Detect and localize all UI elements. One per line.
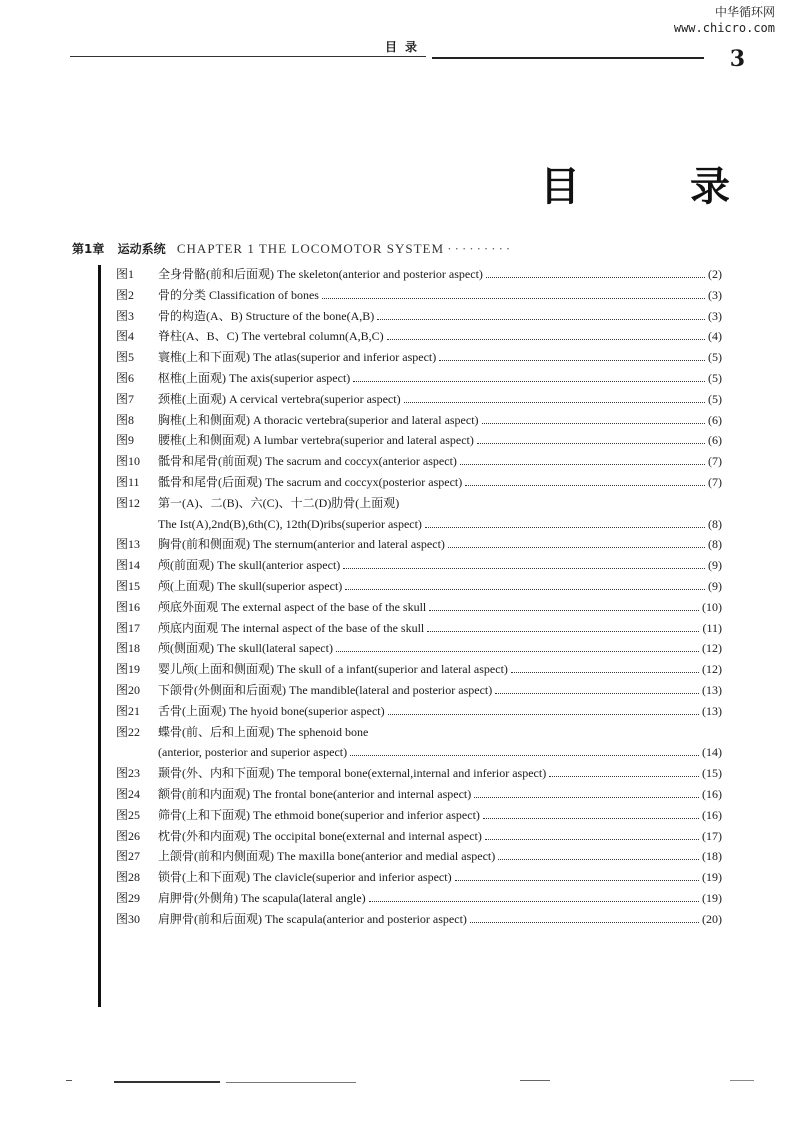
toc-entry[interactable]	[116, 701, 722, 722]
figure-number: 图2	[116, 287, 135, 302]
figure-number: 图25	[116, 807, 141, 822]
entry-title: 寰椎(上和下面观) The atlas(superior and inferior aspect)	[158, 350, 437, 365]
figure-number: 图16	[116, 599, 141, 614]
entry-line	[158, 826, 722, 847]
figure-number: 图28	[116, 870, 141, 885]
entry-page: (7)	[708, 454, 722, 469]
entry-title: 肩胛骨(前和后面观) The scapula(anterior and posterior aspect)	[158, 911, 467, 926]
dot-leader	[482, 412, 705, 424]
entry-line	[158, 389, 722, 410]
site-watermark	[674, 4, 775, 36]
entry-line	[158, 742, 722, 763]
dot-leader	[498, 848, 699, 860]
footer-mark	[520, 1080, 550, 1081]
dot-leader	[345, 578, 705, 590]
entry-page: (19)	[702, 870, 722, 885]
entry-title: 肩胛骨(外侧角) The scapula(lateral angle)	[158, 890, 366, 905]
entry-line	[158, 909, 722, 930]
toc-entry[interactable]	[116, 347, 722, 368]
entry-page: (5)	[708, 370, 722, 385]
page-title	[540, 155, 730, 212]
figure-number: 图6	[116, 370, 135, 385]
entry-page: (20)	[702, 911, 722, 926]
chapter-leader: ·········	[447, 241, 514, 256]
running-head: 目录	[385, 40, 426, 54]
entry-page: (12)	[702, 641, 722, 656]
figure-number: 图5	[116, 350, 135, 365]
footer-mark	[66, 1080, 72, 1081]
toc-entry[interactable]	[116, 680, 722, 701]
toc-entry[interactable]	[116, 618, 722, 639]
entry-line	[158, 493, 722, 514]
entry-line	[158, 555, 722, 576]
entry-line	[158, 368, 722, 389]
figure-number: 图21	[116, 703, 141, 718]
toc-list	[116, 264, 722, 930]
figure-number: 图1	[116, 267, 135, 281]
entry-title-continued: The Ist(A),2nd(B),6th(C), 12th(D)ribs(superior aspect)	[158, 516, 422, 531]
entry-line	[158, 867, 722, 888]
figure-number: 图23	[116, 766, 141, 781]
entry-page: (4)	[708, 329, 722, 344]
entry-title: 额骨(前和内面观) The frontal bone(anterior and internal aspect)	[158, 786, 472, 801]
toc-entry[interactable]	[116, 410, 722, 431]
entry-page: (9)	[708, 558, 722, 573]
entry-title: 蝶骨(前、后和上面观) The sphenoid bone	[158, 724, 369, 739]
dot-leader	[448, 536, 705, 548]
watermark-name: 中华循环网	[714, 5, 775, 19]
dot-leader	[439, 349, 705, 361]
entry-page: (14)	[702, 745, 722, 760]
entry-line	[158, 597, 722, 618]
dot-leader	[511, 661, 699, 673]
entry-page: (18)	[702, 849, 722, 864]
entry-title: 第一(A)、二(B)、六(C)、十二(D)肋骨(上面观)	[158, 495, 400, 510]
entry-page: (2)	[708, 267, 722, 281]
figure-number: 图14	[116, 558, 141, 573]
entry-title: 颅底内面观 The internal aspect of the base of the skull	[158, 620, 425, 635]
toc-entry[interactable]	[116, 846, 722, 867]
footer-mark	[730, 1080, 754, 1081]
entry-page: (12)	[702, 662, 722, 677]
footer-rule	[114, 1081, 220, 1083]
entry-page: (6)	[708, 433, 722, 448]
toc-entry[interactable]	[116, 659, 722, 680]
dot-leader	[336, 640, 699, 652]
entry-title: 枢椎(上面观) The axis(superior aspect)	[158, 370, 351, 385]
entry-line	[158, 306, 722, 327]
entry-line	[158, 680, 722, 701]
entry-page: (8)	[708, 537, 722, 552]
page-number: 3	[729, 46, 745, 72]
entry-line	[158, 264, 722, 285]
figure-number: 图17	[116, 620, 141, 635]
entry-title: 筛骨(上和下面观) The ethmoid bone(superior and inferior aspect)	[158, 807, 480, 822]
figure-number: 图10	[116, 454, 141, 469]
toc-entry[interactable]	[116, 805, 722, 826]
entry-line	[158, 576, 722, 597]
dot-leader	[474, 786, 699, 798]
dot-leader	[377, 308, 705, 320]
toc-entry[interactable]	[116, 306, 722, 327]
entry-page: (15)	[702, 766, 722, 781]
entry-title: 婴儿颅(上面和侧面观) The skull of a infant(superior and lateral aspect)	[158, 662, 508, 677]
footer-rule-thin	[226, 1082, 356, 1083]
chapter-heading[interactable]	[72, 240, 513, 257]
toc-entry[interactable]	[116, 576, 722, 597]
toc-entry[interactable]	[116, 826, 722, 847]
dot-leader	[549, 765, 699, 777]
entry-page: (16)	[702, 807, 722, 822]
figure-number: 图11	[116, 474, 140, 489]
entry-title: 上颌骨(前和内侧面观) The maxilla bone(anterior and medial aspect)	[158, 849, 496, 864]
entry-line	[158, 763, 722, 784]
dot-leader	[483, 807, 699, 819]
entry-line	[158, 451, 722, 472]
entry-title: 骨的构造(A、B) Structure of the bone(A,B)	[158, 308, 375, 323]
entry-page: (3)	[708, 308, 722, 323]
entry-page: (19)	[702, 890, 722, 905]
entry-page: (13)	[702, 703, 722, 718]
toc-entry[interactable]	[116, 722, 722, 743]
entry-page: (6)	[708, 412, 722, 427]
toc-entry[interactable]	[116, 368, 722, 389]
entry-page: (9)	[708, 578, 722, 593]
chapter-bar	[98, 265, 101, 1007]
dot-leader	[353, 370, 705, 382]
toc-entry[interactable]	[116, 555, 722, 576]
entry-line	[158, 347, 722, 368]
entry-title: 颅(前面观) The skull(anterior aspect)	[158, 558, 341, 573]
entry-page: (13)	[702, 682, 722, 697]
toc-entry[interactable]	[116, 326, 722, 347]
entry-title: 骶骨和尾骨(后面观) The sacrum and coccyx(posterior aspect)	[158, 474, 463, 489]
entry-title: 脊柱(A、B、C) The vertebral column(A,B,C)	[158, 329, 384, 344]
entry-line	[158, 514, 722, 535]
entry-title: 锁骨(上和下面观) The clavicle(superior and inferior aspect)	[158, 870, 452, 885]
entry-title: 颅(侧面观) The skull(lateral sapect)	[158, 641, 333, 656]
entry-line	[158, 722, 722, 743]
dot-leader	[495, 682, 699, 694]
entry-page: (16)	[702, 786, 722, 801]
page-title-char-1: 目	[540, 164, 580, 210]
dot-leader	[388, 703, 699, 715]
entry-line	[158, 285, 722, 306]
figure-number: 图8	[116, 412, 135, 427]
entry-line	[158, 888, 722, 909]
toc-entry[interactable]	[116, 763, 722, 784]
toc-entry[interactable]	[116, 389, 722, 410]
entry-page: (7)	[708, 474, 722, 489]
entry-line	[158, 534, 722, 555]
dot-leader	[486, 266, 705, 278]
toc-entry[interactable]	[116, 867, 722, 888]
entry-page: (5)	[708, 350, 722, 365]
entry-line	[158, 784, 722, 805]
entry-page: (10)	[702, 599, 722, 614]
toc-entry[interactable]	[116, 430, 722, 451]
chapter-number: 第1章	[72, 242, 105, 256]
figure-number: 图27	[116, 849, 141, 864]
toc-entry[interactable]	[116, 784, 722, 805]
chapter-title-cn: 运动系统	[117, 242, 166, 256]
entry-title: 全身骨骼(前和后面观) The skeleton(anterior and posterior aspect)	[158, 267, 483, 281]
figure-number: 图15	[116, 578, 141, 593]
entry-title-continued: (anterior, posterior and superior aspect)	[158, 745, 348, 760]
chapter-title-en: CHAPTER 1 THE LOCOMOTOR SYSTEM	[176, 241, 445, 256]
figure-number: 图9	[116, 433, 135, 448]
entry-title: 颅(上面观) The skull(superior aspect)	[158, 578, 343, 593]
entry-title: 骶骨和尾骨(前面观) The sacrum and coccyx(anterior aspect)	[158, 454, 457, 469]
toc-entry[interactable]	[116, 264, 722, 285]
figure-number: 图12	[116, 495, 141, 510]
dot-leader	[350, 744, 699, 756]
dot-leader	[343, 557, 705, 569]
toc-entry[interactable]	[116, 534, 722, 555]
entry-title: 颞骨(外、内和下面观) The temporal bone(external,internal and inferior aspect)	[158, 766, 547, 781]
dot-leader	[460, 453, 705, 465]
toc-entry[interactable]	[116, 888, 722, 909]
dot-leader	[465, 474, 705, 486]
toc-entry-continuation[interactable]	[116, 742, 722, 763]
dot-leader	[485, 828, 699, 840]
entry-line	[158, 326, 722, 347]
toc-entry[interactable]	[116, 285, 722, 306]
entry-title: 下颌骨(外侧面和后面观) The mandible(lateral and posterior aspect)	[158, 682, 493, 697]
toc-entry[interactable]	[116, 597, 722, 618]
figure-number: 图20	[116, 682, 141, 697]
figure-number: 图4	[116, 329, 135, 344]
toc-entry[interactable]	[116, 451, 722, 472]
entry-page: (11)	[702, 620, 722, 635]
toc-entry[interactable]	[116, 909, 722, 930]
figure-number: 图18	[116, 641, 141, 656]
entry-line	[158, 659, 722, 680]
page-title-char-2: 录	[690, 164, 730, 210]
entry-page: (3)	[708, 287, 722, 302]
entry-line	[158, 701, 722, 722]
toc-entry-continuation[interactable]	[116, 514, 722, 535]
figure-number: 图22	[116, 724, 141, 739]
entry-title: 腰椎(上和侧面观) A lumbar vertebra(superior and lateral aspect)	[158, 433, 474, 448]
figure-number: 图3	[116, 308, 135, 323]
entry-line	[158, 638, 722, 659]
entry-page: (17)	[702, 828, 722, 843]
header-rule-right	[432, 57, 704, 59]
entry-title: 胸骨(前和侧面观) The sternum(anterior and lateral aspect)	[158, 537, 445, 552]
figure-number: 图7	[116, 391, 135, 406]
toc-entry[interactable]	[116, 493, 722, 514]
entry-line	[158, 410, 722, 431]
toc-entry[interactable]	[116, 472, 722, 493]
dot-leader	[387, 328, 705, 340]
entry-line	[158, 805, 722, 826]
entry-title: 颅底外面观 The external aspect of the base of the skull	[158, 599, 427, 614]
figure-number: 图24	[116, 786, 141, 801]
entry-title: 舌骨(上面观) The hyoid bone(superior aspect)	[158, 703, 385, 718]
figure-number: 图29	[116, 890, 141, 905]
dot-leader	[425, 516, 705, 528]
entry-line	[158, 430, 722, 451]
entry-page: (5)	[708, 391, 722, 406]
dot-leader	[477, 432, 705, 444]
dot-leader	[369, 890, 699, 902]
dot-leader	[427, 620, 699, 632]
dot-leader	[322, 287, 705, 299]
figure-number: 图30	[116, 911, 141, 926]
toc-entry[interactable]	[116, 638, 722, 659]
dot-leader	[470, 911, 699, 923]
entry-title: 颈椎(上面观) A cervical vertebra(superior aspect)	[158, 391, 401, 406]
figure-number: 图26	[116, 828, 141, 843]
entry-title: 骨的分类 Classification of bones	[158, 287, 319, 302]
dot-leader	[429, 599, 699, 611]
entry-page: (8)	[708, 516, 722, 531]
entry-line	[158, 846, 722, 867]
dot-leader	[455, 869, 699, 881]
figure-number: 图13	[116, 537, 141, 552]
figure-number: 图19	[116, 662, 141, 677]
entry-line	[158, 618, 722, 639]
entry-title: 枕骨(外和内面观) The occipital bone(external and internal aspect)	[158, 828, 482, 843]
entry-line	[158, 472, 722, 493]
dot-leader	[404, 391, 705, 403]
watermark-url: www.chicro.com	[673, 21, 775, 35]
header-rule-left	[70, 56, 426, 57]
entry-title: 胸椎(上和侧面观) A thoracic vertebra(superior and lateral aspect)	[158, 412, 479, 427]
